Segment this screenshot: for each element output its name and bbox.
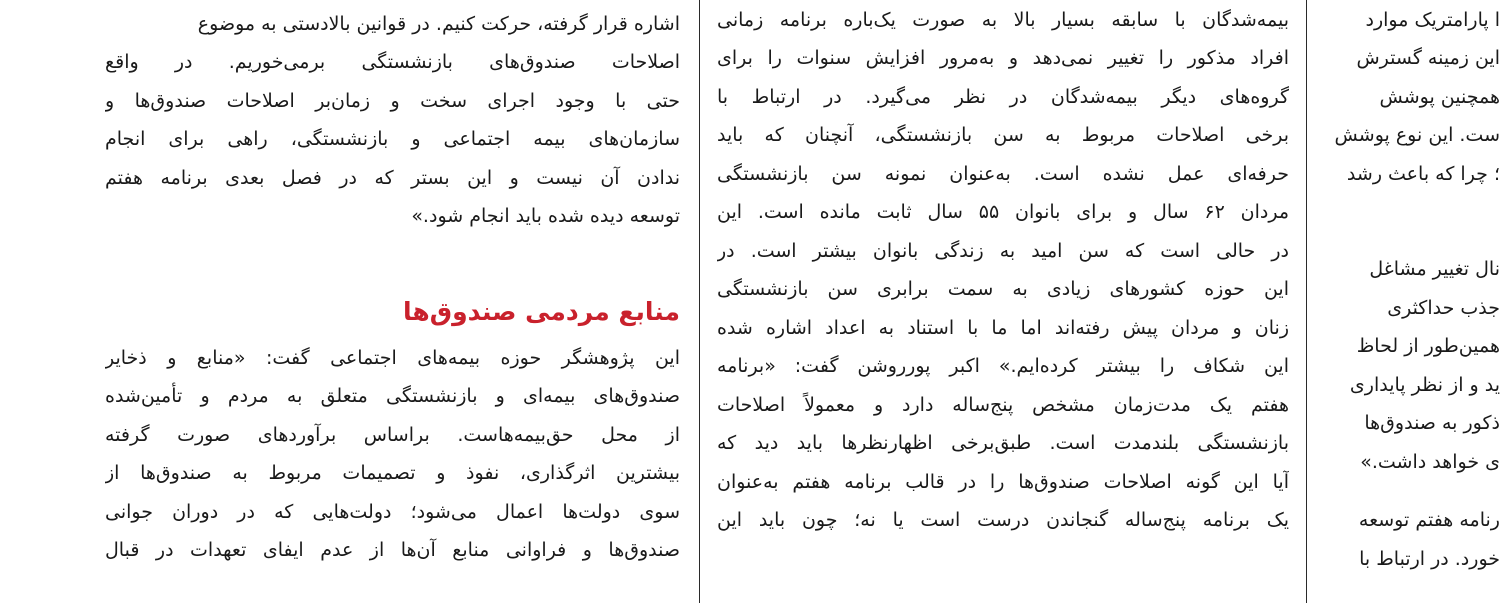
text-line: ید و از نظر پایداری <box>1349 374 1500 396</box>
column-right <box>1321 0 1500 603</box>
text-line: توسعه دیده شده باید انجام شود.» <box>411 205 680 227</box>
text-line: ذکور به صندوق‌ها <box>1364 412 1500 434</box>
text-line: سوی دولت‌ها اعمال می‌شود؛ دولت‌هایی که در دوران جوانی <box>105 501 680 523</box>
text-line: ا پارامتریک موارد <box>1365 9 1500 31</box>
text-line: بیشترین اثرگذاری، نفوذ و تصمیمات مربوط به صندوق‌ها از <box>105 462 680 484</box>
column-divider <box>1306 0 1307 603</box>
text-line: گروه‌های دیگر بیمه‌شدگان در نظر می‌گیرد. در ارتباط با <box>717 86 1289 108</box>
text-line: این حوزه کشورهای زیادی به سمت برابری سن بازنشستگی <box>717 278 1289 300</box>
text-line: این پژوهشگر حوزه بیمه‌های اجتماعی گفت: «منابع و ذخایر <box>105 347 680 369</box>
text-line: حتی با وجود اجرای سخت و زمان‌بر اصلاحات صندوق‌ها و <box>105 90 680 112</box>
text-line: ست. این نوع پوشش <box>1334 124 1500 146</box>
text-line: ؛ چرا که باعث رشد <box>1346 163 1500 185</box>
text-line: اصلاحات صندوق‌های بازنشستگی برمی‌خوریم. در واقع <box>105 51 680 73</box>
text-line: بازنشستگی بلندمدت است. طبق‌برخی اظهارنظرها باید دید که <box>717 432 1289 454</box>
text-line: ی خواهد داشت.» <box>1360 451 1500 473</box>
text-line: حرفه‌ای عمل نشده است. به‌عنوان نمونه سن بازنشستگی <box>717 163 1289 185</box>
text-line: جذب حداکثری <box>1387 297 1500 319</box>
text-line: یک برنامه پنج‌ساله گنجاندن درست است یا نه؛ چون باید این <box>717 509 1289 531</box>
text-line: از محل حق‌بیمه‌هاست. براساس برآوردهای صورت گرفته <box>105 424 680 446</box>
column-middle <box>717 0 1289 603</box>
text-line: خورد. در ارتباط با <box>1359 548 1500 570</box>
text-line: این زمینه گسترش <box>1356 47 1500 69</box>
text-line: این شکاف را بیشتر کرده‌ایم.» اکبر پورروشن گفت: «برنامه <box>717 355 1289 377</box>
section-heading: منابع مردمی صندوق‌ها <box>403 297 680 326</box>
text-line: مردان ۶۲ سال و برای بانوان ۵۵ سال ثابت مانده است. این <box>717 201 1289 223</box>
text-line: صندوق‌ها و فراوانی منابع آن‌ها از عدم ایفای تعهدات در قبال <box>105 539 680 561</box>
text-line: افراد مذکور را تغییر نمی‌دهد و به‌مرور افزایش سنوات را برای <box>717 47 1289 69</box>
text-line: بیمه‌شدگان با سابقه بسیار بالا به صورت یک‌باره برنامه زمانی <box>717 9 1289 31</box>
text-line: زنان و مردان پیش رفته‌اند اما ما با استناد به اعداد اشاره شده <box>717 317 1289 339</box>
text-line: همین‌طور از لحاظ <box>1356 335 1500 357</box>
column-left <box>105 0 680 603</box>
text-line: سازمان‌های بیمه اجتماعی و بازنشستگی، راهی برای انجام <box>105 128 680 150</box>
text-line: ندادن آن نیست و این بستر که در فصل بعدی برنامه هفتم <box>105 167 680 189</box>
text-line: نال تغییر مشاغل <box>1369 258 1500 280</box>
text-line: رنامه هفتم توسعه <box>1358 509 1500 531</box>
column-divider <box>699 0 700 603</box>
text-line: آیا این گونه اصلاحات صندوق‌ها را در قالب برنامه هفتم به‌عنوان <box>717 471 1289 493</box>
text-line: در حالی است که سن امید به زندگی بانوان بیشتر است. در <box>717 240 1289 262</box>
text-line: صندوق‌های بیمه‌ای و بازنشستگی متعلق به مردم و تأمین‌شده <box>105 385 680 407</box>
text-line: برخی اصلاحات مربوط به سن بازنشستگی، آنچنان که باید <box>717 124 1289 146</box>
text-line: همچنین پوشش <box>1379 86 1500 108</box>
text-line: اشاره قرار گرفته، حرکت کنیم. در قوانین بالادستی به موضوع <box>197 13 680 35</box>
text-line: هفتم یک مدت‌زمان مشخص پنج‌ساله دارد و معمولاً اصلاحات <box>717 394 1289 416</box>
